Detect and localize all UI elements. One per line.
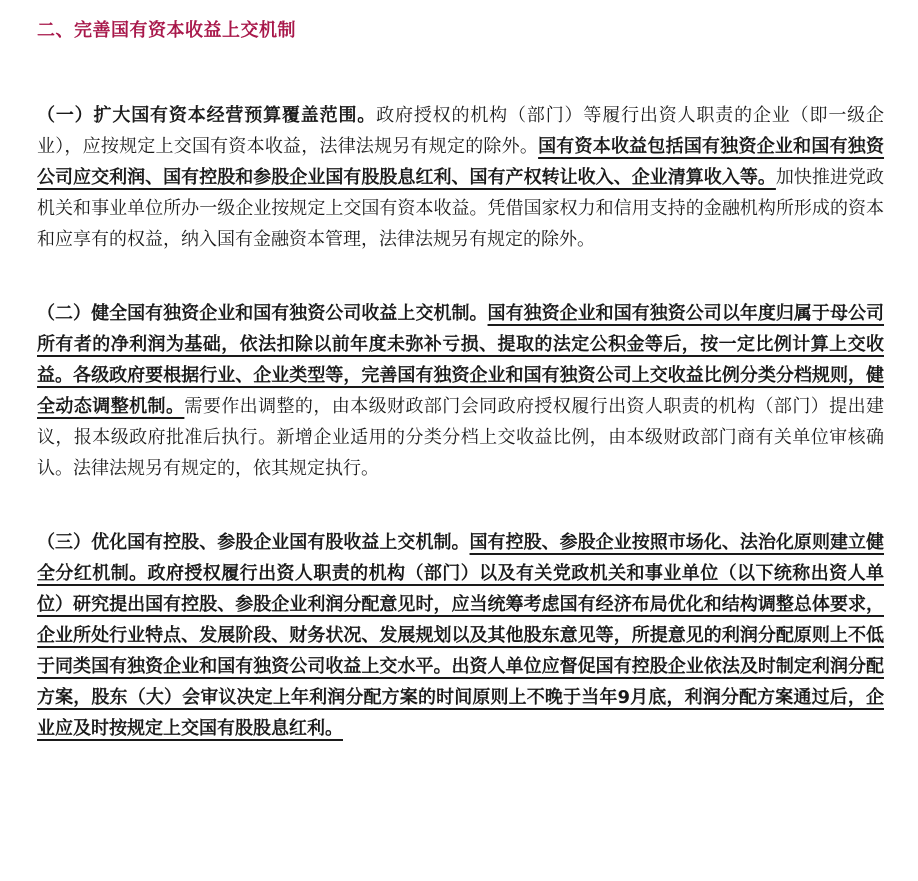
paragraph-2-text-2: 需要作出调整的，由本级财政部门会同政府授权履行出资人职责的机构（部门）提出建议，报本级政府批准后执行。新增企业适用的分类分档上交收益比例，由本级财政部门商有关单位审核确认。法律法规另有规定的，依其规定执行。 <box>37 396 885 479</box>
paragraph-3-emphasis: 国有控股、参股企业按照市场化、法治化原则建立健全分红机制。政府授权履行出资人职责的机构（部门）以及有关党政机关和事业单位（以下统称出资人单位）研究提出国有控股、参股企业利润分配意见时，应当统筹考虑国有经济布局优化和结构调整总体要求，企业所处行业特点、发展阶段、财务状况、发展规划以及其他股东意见等，所提意见的利润分配原则上不低于同类国有独资企业和国有独资公司收益上交水平。出资人单位应督促国有控股企业依法及时制定利润分配方案，股东（大）会审议决定上年利润分配方案的时间原则上不晚于当年9月底，利润分配方案通过后，企业应及时按规定上交国有股股息红利。 <box>37 532 885 739</box>
paragraph-1-text-2: 加快推进党政机关和事业单位所办一级企业按规定上交国有资本收益。凭借国家权力和信用支持的金融机构所形成的资本和应享有的权益，纳入国有金融资本管理，法律法规另有规定的除外。 <box>37 167 884 250</box>
section-title: 二、完善国有资本收益上交机制 <box>37 20 296 41</box>
paragraph-1 <box>37 100 884 255</box>
paragraph-1-text: 政府授权的机构（部门）等履行出资人职责的企业（即一级企业），应按规定上交国有资本收益，法律法规另有规定的除外。 <box>37 105 885 157</box>
paragraph-2-heading: （二）健全国有独资企业和国有独资公司收益上交机制。 <box>37 303 488 324</box>
paragraph-1-emphasis: 国有资本收益包括国有独资企业和国有独资公司应交利润、国有控股和参股企业国有股股息红利、国有产权转让收入、企业清算收入等。 <box>37 136 885 188</box>
paragraph-2-emphasis: 国有独资企业和国有独资公司以年度归属于母公司所有者的净利润为基础，依法扣除以前年度未弥补亏损、提取的法定公积金等后，按一定比例计算上交收益。各级政府要根据行业、企业类型等，完善国有独资企业和国有独资公司上交收益比例分类分档规则，健全动态调整机制。 <box>37 303 885 417</box>
paragraph-3-heading: （三）优化国有控股、参股企业国有股收益上交机制。 <box>37 532 470 553</box>
paragraph-3 <box>37 527 884 744</box>
paragraph-1-heading: （一）扩大国有资本经营预算覆盖范围。 <box>37 105 377 126</box>
paragraph-2 <box>37 298 884 484</box>
